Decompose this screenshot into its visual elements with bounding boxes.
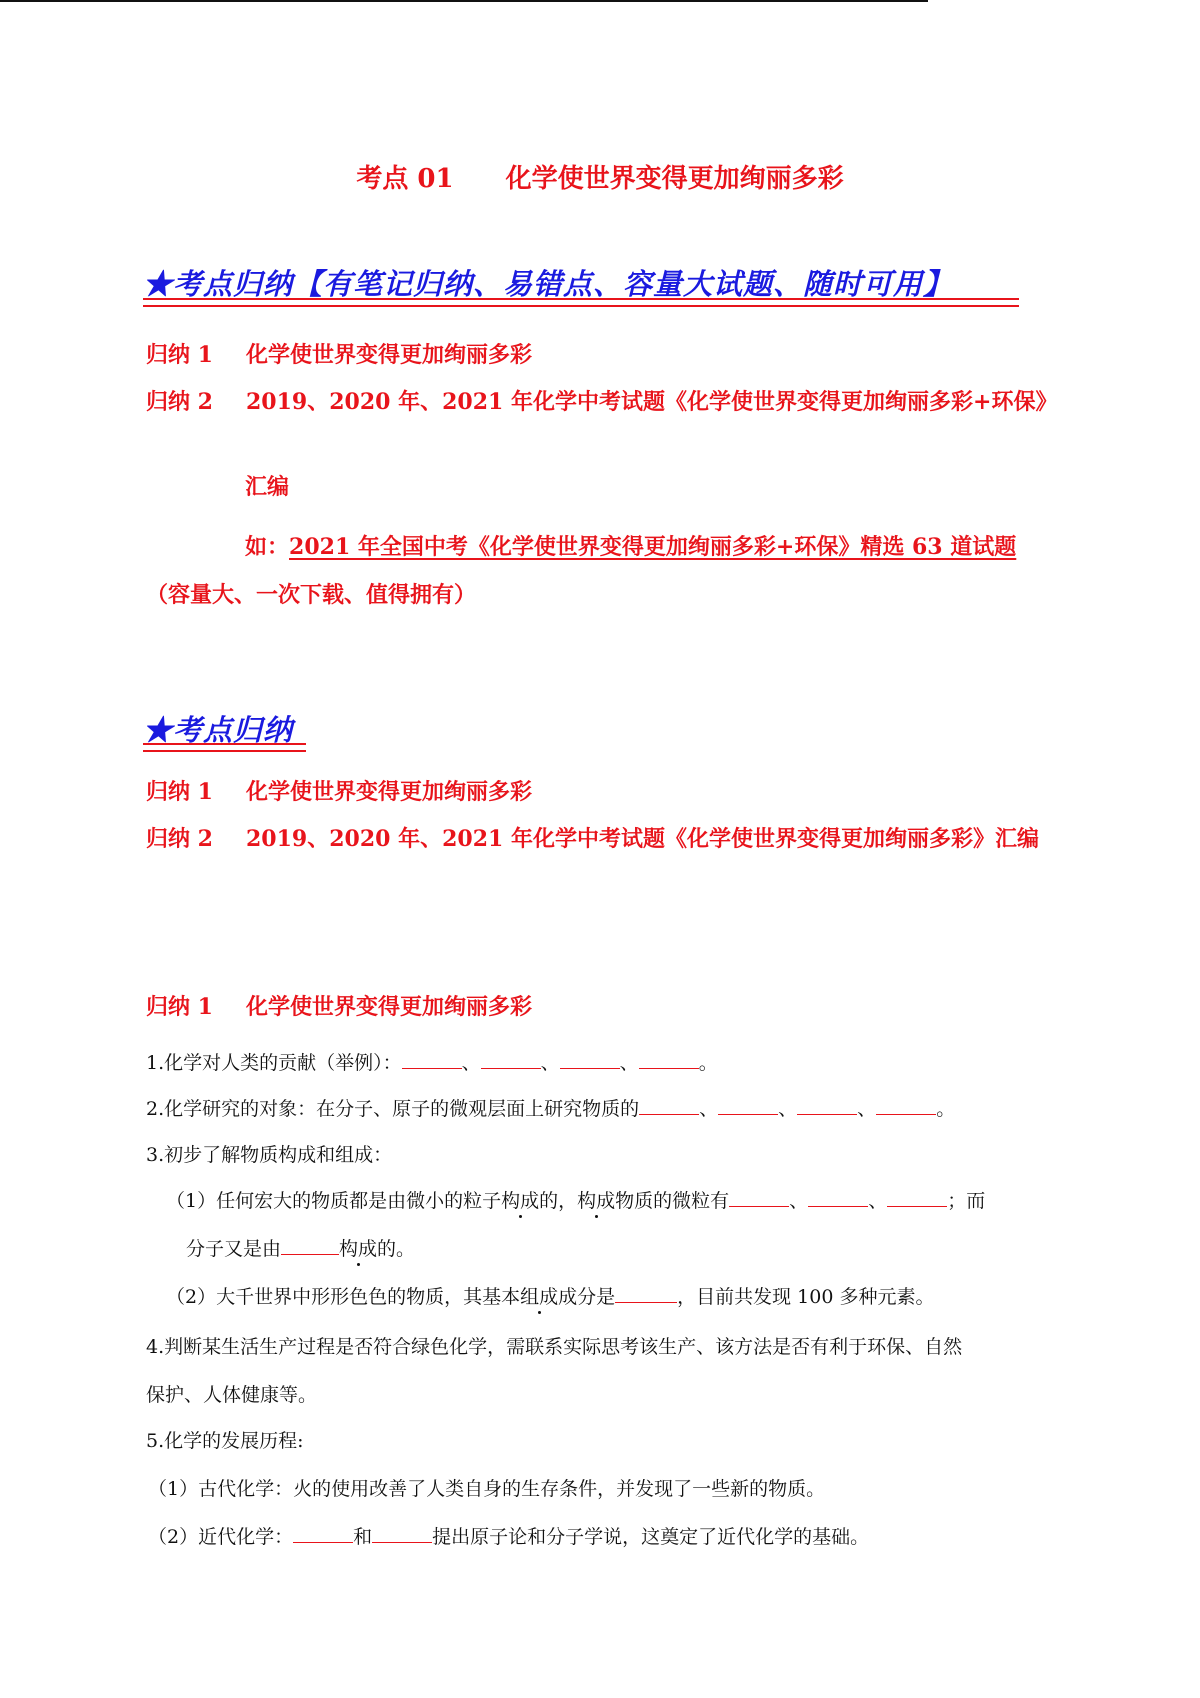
answer-blank[interactable] [729, 1188, 789, 1207]
part-text: 分子又是由 [186, 1238, 282, 1260]
emphasis-dotted: 组成 [520, 1286, 559, 1308]
question-3-part-1 [166, 1186, 985, 1213]
part-text: 的。 [377, 1238, 416, 1260]
answer-blank[interactable] [639, 1096, 699, 1115]
section2-item-2[interactable] [146, 822, 1039, 853]
item-number: 归纳 2 [146, 389, 213, 415]
question-4-line-2: 保护、人体健康等。 [146, 1384, 318, 1406]
part-text: 成分是 [558, 1286, 616, 1308]
page-title [0, 158, 1200, 195]
question-3-part-2 [166, 1282, 935, 1309]
question-3: 3.初步了解物质构成和组成： [146, 1144, 393, 1166]
separator: 、 [461, 1052, 481, 1074]
part-text: 物质的微粒有 [615, 1190, 730, 1212]
question-5-part-2 [148, 1522, 869, 1549]
section2-title-underline [143, 743, 306, 752]
separator: 、 [540, 1052, 560, 1074]
item-number: 归纳 2 [146, 826, 213, 852]
answer-blank[interactable] [615, 1284, 677, 1303]
part-text: 大千世界中形形色色的物质，其基本 [216, 1286, 521, 1308]
section2-item-1[interactable] [146, 775, 532, 806]
separator: 、 [789, 1190, 809, 1212]
answer-blank[interactable] [808, 1188, 868, 1207]
section1-item-2[interactable] [146, 385, 1057, 416]
answer-blank[interactable] [402, 1050, 462, 1069]
promo-link[interactable]: 2021 年全国中考《化学使世界变得更加绚丽多彩+环保》精选 63 道试题 [289, 534, 1017, 560]
q1-text: 1.化学对人类的贡献（举例）： [146, 1052, 402, 1074]
heading-text: 化学使世界变得更加绚丽多彩 [246, 994, 533, 1020]
part-text: 提出原子论和分子学说，这奠定了近代化学的基础。 [432, 1526, 870, 1548]
emphasis-dotted: 构成 [339, 1238, 378, 1260]
content-heading [146, 990, 532, 1021]
answer-blank[interactable] [481, 1050, 541, 1069]
item-text: 2019、2020 年、2021 年化学中考试题《化学使世界变得更加绚丽多彩》汇编 [246, 826, 1040, 852]
separator: 、 [699, 1098, 719, 1120]
part-text: 的， [539, 1190, 578, 1212]
answer-blank[interactable] [560, 1050, 620, 1069]
question-4-line-1: 4.判断某生活生产过程是否符合绿色化学，需联系实际思考该生产、该方法是否有利于环保、自然 [146, 1336, 963, 1358]
question-5: 5.化学的发展历程: [146, 1430, 304, 1452]
separator: 、 [857, 1098, 877, 1120]
separator: 、 [868, 1190, 888, 1212]
terminator: 。 [698, 1052, 718, 1074]
answer-blank[interactable] [876, 1096, 936, 1115]
question-1 [146, 1048, 718, 1075]
item-number: 归纳 1 [146, 779, 213, 805]
item-text: 2019、2020 年、2021 年化学中考试题《化学使世界变得更加绚丽多彩+环保》 [246, 389, 1058, 415]
heading-number: 归纳 1 [146, 994, 213, 1020]
q2-text: 2.化学研究的对象：在分子、原子的微观层面上研究物质的 [146, 1098, 640, 1120]
promo-prefix: 如： [245, 534, 290, 560]
part-text: ，目前共发现 100 多种元素。 [677, 1286, 935, 1308]
promo-continued: （容量大、一次下载、值得拥有） [146, 582, 477, 608]
part-label: （1） [166, 1190, 217, 1212]
part-text: 任何宏大的物质都是由微小的粒子 [216, 1190, 502, 1212]
section2-title: ★考点归纳 [143, 713, 294, 747]
answer-blank[interactable] [639, 1050, 699, 1069]
section1-item-2-continued: 汇编 [245, 474, 290, 500]
title-main: 化学使世界变得更加绚丽多彩 [505, 164, 844, 194]
promo-line [245, 530, 1016, 561]
separator: 、 [619, 1052, 639, 1074]
answer-blank[interactable] [718, 1096, 778, 1115]
title-prefix: 考点 01 [356, 164, 454, 194]
answer-blank[interactable] [797, 1096, 857, 1115]
part-text: 和 [353, 1526, 373, 1548]
part-text: ；而 [947, 1190, 986, 1212]
part-label: （2） [166, 1286, 217, 1308]
answer-blank[interactable] [887, 1188, 947, 1207]
question-2 [146, 1094, 955, 1121]
emphasis-dotted: 构成 [577, 1190, 616, 1212]
emphasis-dotted: 构成 [501, 1190, 540, 1212]
item-text: 化学使世界变得更加绚丽多彩 [246, 342, 533, 368]
separator: 、 [778, 1098, 798, 1120]
section1-title: ★考点归纳【有笔记归纳、易错点、容量大试题、随时可用】 [143, 267, 954, 301]
item-number: 归纳 1 [146, 342, 213, 368]
part-label: （2）近代化学： [148, 1526, 294, 1548]
answer-blank[interactable] [293, 1524, 353, 1543]
question-5-part-1: （1）古代化学：火的使用改善了人类自身的生存条件，并发现了一些新的物质。 [148, 1478, 826, 1500]
section1-item-1[interactable] [146, 338, 532, 369]
section1-title-underline [143, 298, 1019, 307]
question-3-part-1-continued [186, 1234, 415, 1261]
header-rule [0, 0, 928, 2]
terminator: 。 [936, 1098, 956, 1120]
answer-blank[interactable] [281, 1236, 339, 1255]
item-text: 化学使世界变得更加绚丽多彩 [246, 779, 533, 805]
answer-blank[interactable] [372, 1524, 432, 1543]
